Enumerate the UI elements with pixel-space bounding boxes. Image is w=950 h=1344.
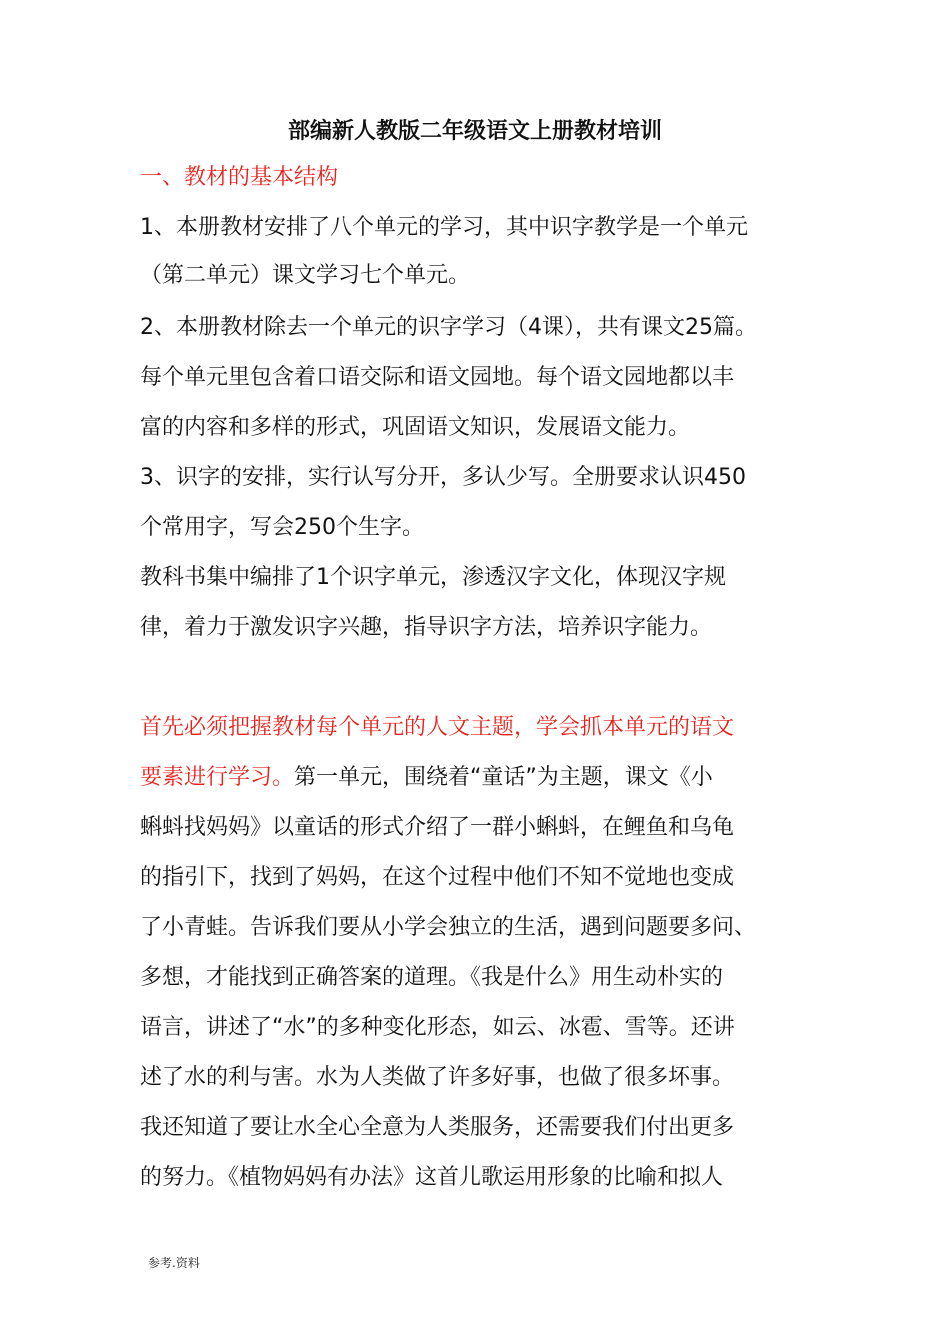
para5-line2 bbox=[140, 760, 713, 796]
section-heading: 一、教材的基本结构 bbox=[140, 165, 339, 190]
para5-line8: 述了水的利与害。水为人类做了许多好事，也做了很多坏事。 bbox=[140, 1065, 735, 1090]
para2-line3: 富的内容和多样的形式，巩固语文知识，发展语文能力。 bbox=[140, 415, 691, 440]
para5-line1-red: 首先必须把握教材每个单元的人文主题，学会抓本单元的语文 bbox=[140, 715, 735, 740]
para4-line2: 律，着力于激发识字兴趣，指导识字方法，培养识字能力。 bbox=[140, 615, 713, 640]
para5-line7: 语言，讲述了“水”的多种变化形态，如云、冰雹、雪等。还讲 bbox=[140, 1015, 735, 1040]
page-footer: 参考.资料 bbox=[148, 1256, 200, 1270]
para2-line2: 每个单元里包含着口语交际和语文园地。每个语文园地都以丰 bbox=[140, 365, 735, 390]
para1-line2: （第二单元）课文学习七个单元。 bbox=[140, 263, 471, 288]
para5-line5: 了小青蛙。告诉我们要从小学会独立的生活，遇到问题要多问、 bbox=[140, 915, 757, 940]
para2-line1: 2、本册教材除去一个单元的识字学习（4课），共有课文25篇。 bbox=[140, 315, 757, 340]
para5-line10: 的努力。《植物妈妈有办法》这首儿歌运用形象的比喻和拟人 bbox=[140, 1165, 724, 1190]
para4-line1: 教科书集中编排了1个识字单元，渗透汉字文化，体现汉字规 bbox=[140, 565, 726, 590]
para5-line6: 多想，才能找到正确答案的道理。《我是什么》用生动朴实的 bbox=[140, 965, 724, 990]
para1-line1: 1、本册教材安排了八个单元的学习，其中识字教学是一个单元 bbox=[140, 215, 748, 240]
para5-line3: 蝌蚪找妈妈》以童话的形式介绍了一群小蝌蚪，在鲤鱼和乌龟 bbox=[140, 815, 735, 840]
para5-line2-red: 要素进行学习。 bbox=[140, 765, 295, 790]
para5-line9: 我还知道了要让水全心全意为人类服务，还需要我们付出更多 bbox=[140, 1115, 735, 1140]
document-title: 部编新人教版二年级语文上册教材培训 bbox=[287, 119, 662, 144]
para5-line4: 的指引下，找到了妈妈，在这个过程中他们不知不觉地也变成 bbox=[140, 865, 735, 890]
para3-line2: 个常用字，写会250个生字。 bbox=[140, 515, 424, 540]
para5-line2-rest: 第一单元，围绕着“童话”为主题，课文《小 bbox=[294, 765, 713, 790]
para3-line1: 3、识字的安排，实行认写分开，多认少写。全册要求认识450 bbox=[140, 465, 746, 490]
